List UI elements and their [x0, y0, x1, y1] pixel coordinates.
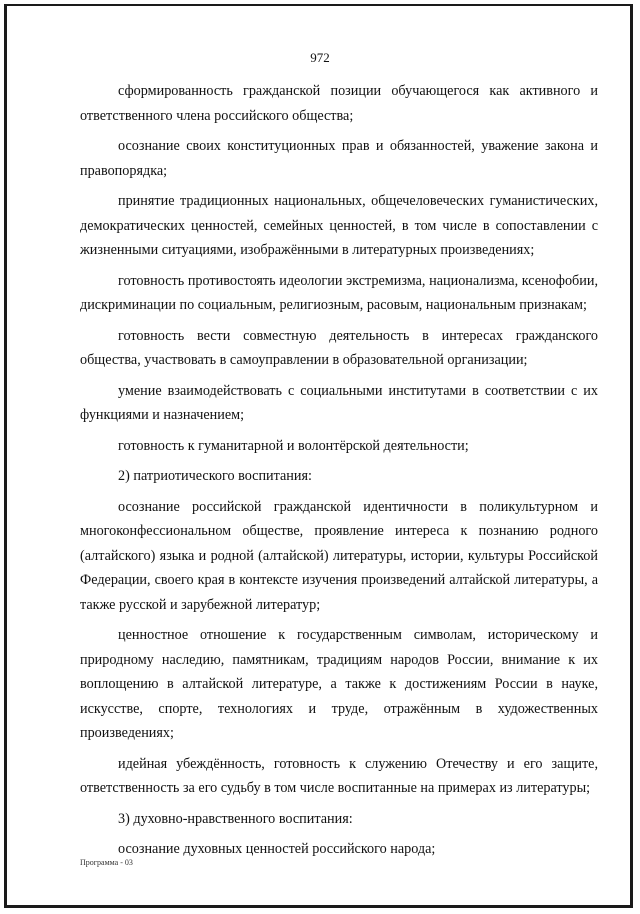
paragraph: идейная убеждённость, готовность к служению Отечеству и его защите, ответственность за его судьбу в том числе воспитанные на примерах из литературы;	[80, 755, 598, 796]
paragraph: ценностное отношение к государственным символам, историческому и природному наследию, памятникам, традициям народов России, внимание к их воплощению в алтайской литературе, а также к достижениям России в науке, искусстве, спорте, технологиях и труде, отражённым в художественных произведениях;	[80, 627, 598, 741]
page-number: 972	[310, 50, 330, 65]
paragraph: готовность к гуманитарной и волонтёрской деятельности;	[118, 437, 469, 454]
paragraph: умение взаимодействовать с социальными институтами в соответствии с их функциями и назначением;	[80, 382, 598, 423]
section-heading: 3) духовно-нравственного воспитания:	[118, 810, 353, 827]
paragraph: принятие традиционных национальных, общечеловеческих гуманистических, демократических ценностей, семейных ценностей, в том числе в сопоставлении с жизненными ситуациями, изображёнными в литературных произведениях;	[80, 193, 598, 258]
paragraph: готовность противостоять идеологии экстремизма, национализма, ксенофобии, дискриминации по социальным, религиозным, расовым, национальным признакам;	[80, 272, 598, 313]
section-heading: 2) патриотического воспитания:	[118, 468, 312, 484]
document-body	[80, 79, 598, 868]
paragraph: сформированность гражданской позиции обучающегося как активного и ответственного члена российского общества;	[80, 83, 598, 124]
paragraph: готовность вести совместную деятельность в интересах гражданского общества, участвовать в самоуправлении в образовательной организации;	[80, 327, 598, 368]
paragraph: осознание российской гражданской идентичности в поликультурном и многоконфессиональном обществе, проявление интереса к познанию родного (алтайского) языка и родной (алтайской) литературы, истории, культуры Российской Федерации, своего края в контексте изучения произведений алтайской литературы, а также русской и зарубежной литератур;	[80, 498, 598, 613]
paragraph: осознание духовных ценностей российского народа;	[118, 841, 436, 857]
paragraph: осознание своих конституционных прав и обязанностей, уважение закона и правопорядка;	[80, 138, 598, 179]
footer-label: Программа - 03	[80, 858, 133, 867]
